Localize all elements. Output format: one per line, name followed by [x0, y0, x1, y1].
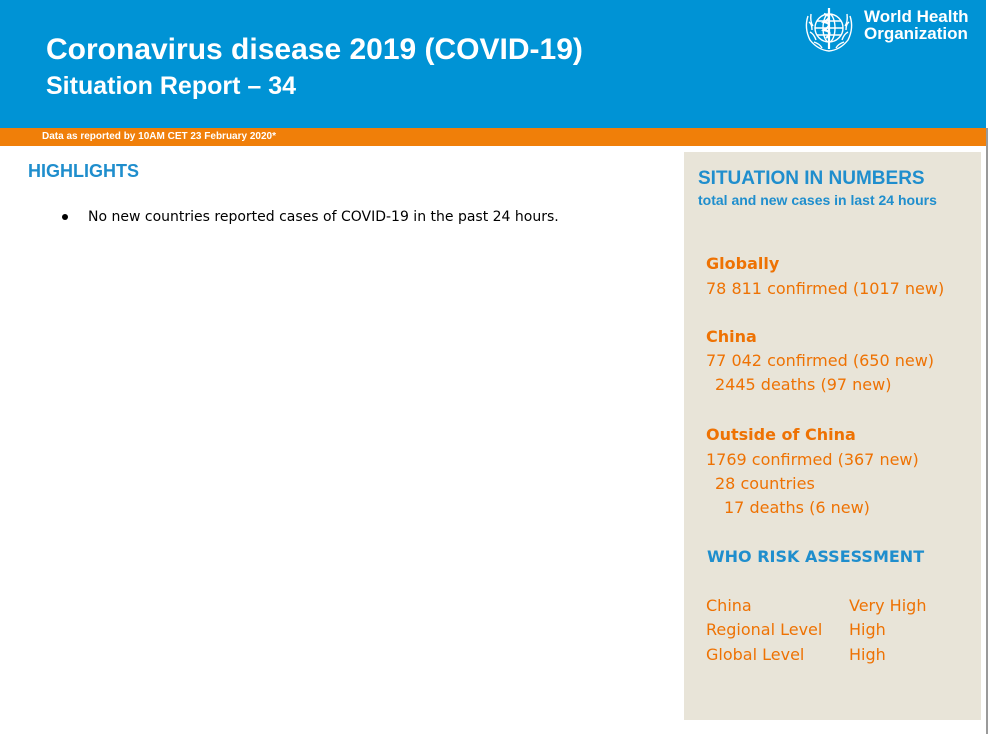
risk-label: Regional Level	[706, 620, 823, 639]
situation-title: SITUATION IN NUMBERS	[698, 168, 925, 189]
globally-confirmed: 78 811 confirmed (1017 new)	[706, 279, 945, 298]
date-text: Data as reported by 10AM CET 23 February 2020*	[42, 131, 276, 142]
report-header	[0, 0, 986, 128]
highlights-title: HIGHLIGHTS	[28, 161, 139, 181]
who-name-line2: Organization	[864, 24, 968, 43]
outside-confirmed: 1769 confirmed (367 new)	[706, 450, 919, 469]
china-deaths: 2445 deaths (97 new)	[715, 375, 892, 394]
date-bar	[0, 128, 986, 146]
china-confirmed: 77 042 confirmed (650 new)	[706, 351, 935, 370]
risk-value: High	[849, 645, 886, 664]
highlights-list	[62, 206, 559, 228]
highlight-item	[62, 206, 559, 228]
risk-label: China	[706, 596, 752, 615]
who-emblem-icon	[800, 2, 858, 54]
risk-value: Very High	[849, 596, 927, 615]
who-name-line1: World Health	[864, 7, 969, 26]
risk-value: High	[849, 620, 886, 639]
report-subtitle: Situation Report – 34	[46, 72, 297, 100]
globally-heading: Globally	[706, 254, 780, 273]
risk-label: Global Level	[706, 645, 805, 664]
risk-title: WHO RISK ASSESSMENT	[707, 547, 925, 566]
bullet-icon	[62, 214, 68, 220]
outside-heading: Outside of China	[706, 425, 856, 444]
situation-sidebar	[684, 152, 981, 720]
outside-countries: 28 countries	[715, 474, 815, 493]
highlight-text: No new countries reported cases of COVID-19 in the past 24 hours.	[88, 209, 559, 225]
situation-subtitle: total and new cases in last 24 hours	[698, 192, 937, 208]
who-name	[864, 8, 969, 42]
outside-deaths: 17 deaths (6 new)	[724, 498, 870, 517]
report-title: Coronavirus disease 2019 (COVID-19)	[46, 33, 583, 66]
china-heading: China	[706, 327, 757, 346]
who-logo	[800, 2, 980, 52]
